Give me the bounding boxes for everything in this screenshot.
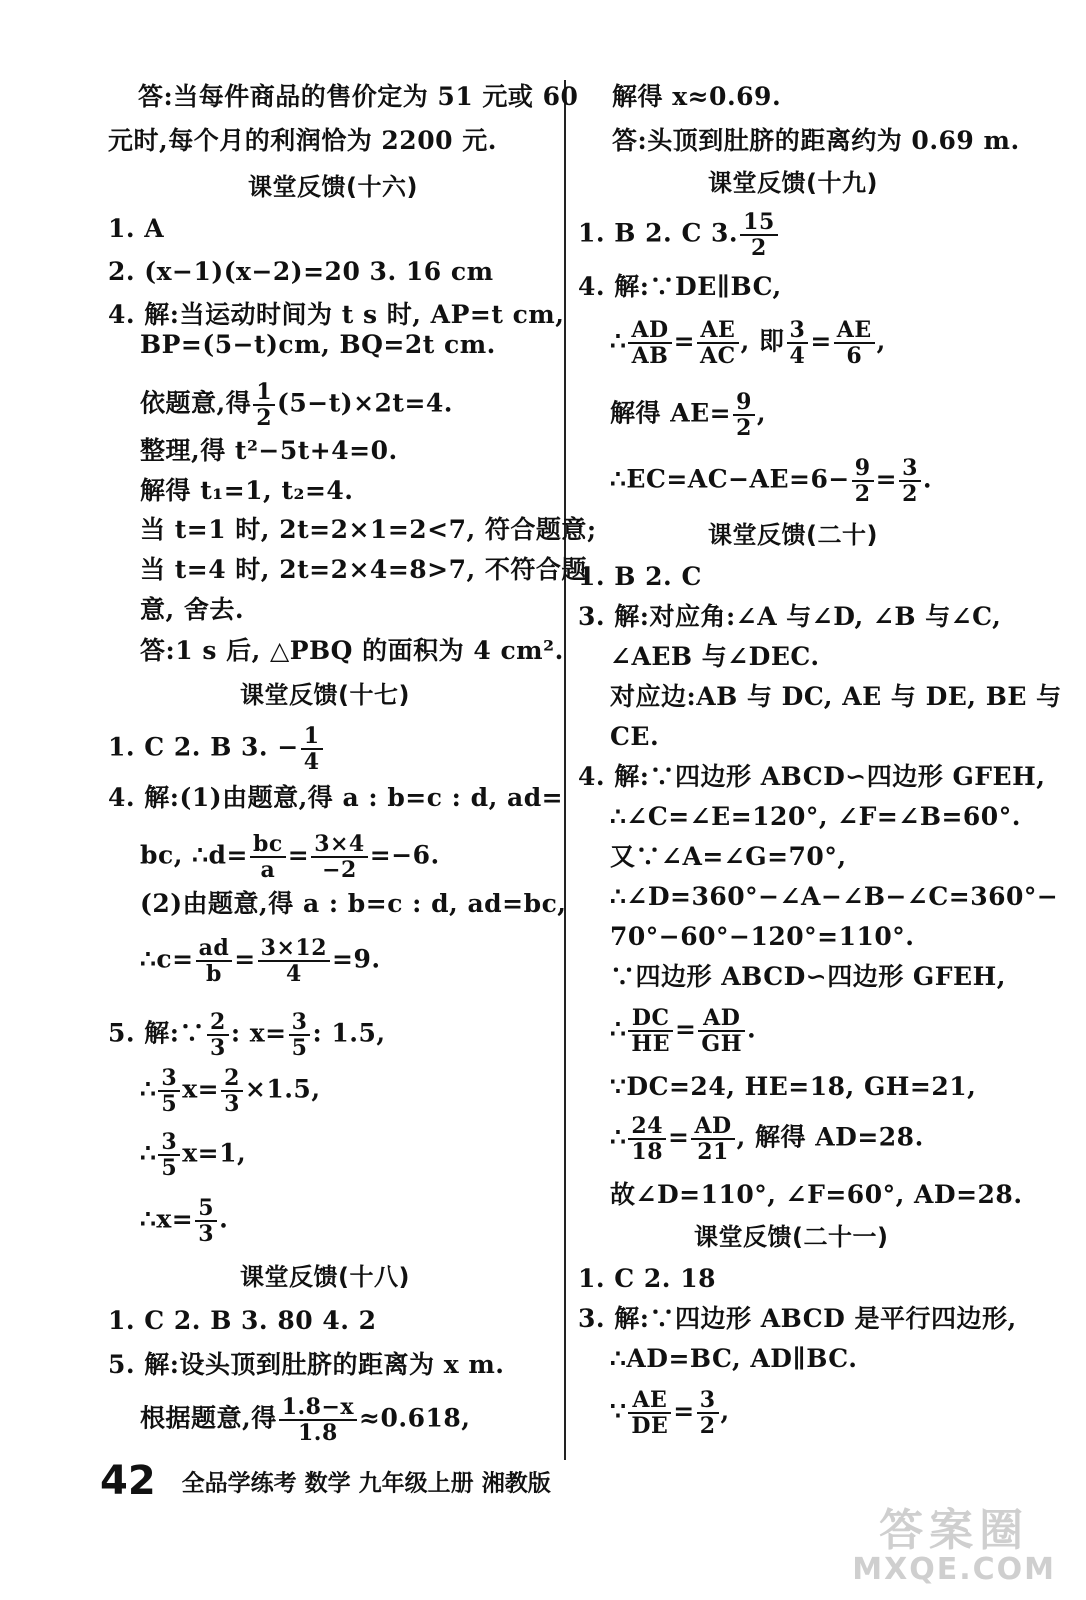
numerator: 24 [628, 1114, 666, 1140]
text-line: 整理,得 t²−5t+4=0. [140, 436, 398, 465]
fraction [221, 1066, 243, 1116]
numerator: 2 [207, 1010, 229, 1036]
section-heading: 课堂反馈(十七) [240, 681, 410, 709]
numerator: AD [698, 1006, 745, 1032]
numerator: 3 [899, 456, 921, 482]
denominator: 3 [210, 1035, 226, 1061]
text-run: , [756, 398, 767, 428]
fraction [733, 390, 755, 440]
text-run: 1. C 2. B 3. − [108, 732, 299, 762]
page-footer [100, 1458, 551, 1504]
fraction [250, 832, 286, 882]
numerator: 1.8−x [279, 1395, 357, 1421]
text-line: 1. C 2. B 3. 80 4. 2 [108, 1306, 377, 1335]
equation-line [610, 1114, 924, 1164]
numerator: 3×12 [258, 936, 330, 962]
text-run: = [287, 840, 310, 870]
text-line: 当 t=4 时, 2t=2×4=8>7, 不符合题 [140, 555, 587, 584]
text-line: 4. 解:(1)由题意,得 a : b=c : d, ad= [108, 783, 564, 812]
section-heading: 课堂反馈(十八) [240, 1263, 410, 1291]
denominator: GH [701, 1031, 742, 1057]
text-run: . [747, 1014, 757, 1044]
numerator: 15 [740, 210, 778, 236]
text-run: . [219, 1204, 229, 1234]
denominator: 2 [902, 481, 918, 507]
numerator: 3 [787, 318, 809, 344]
text-run: , 即 [740, 326, 785, 356]
fraction [207, 1010, 229, 1060]
denominator: 2 [854, 481, 871, 507]
fraction [697, 1388, 719, 1438]
fraction [253, 380, 275, 430]
text-line: 4. 解:∵DE∥BC, [578, 272, 782, 301]
numerator: 3 [697, 1388, 719, 1414]
text-line: ∵四边形 ABCD∽四边形 GFEH, [610, 962, 1006, 991]
text-line: 答:头顶到肚脐的距离约为 0.69 m. [612, 126, 1020, 155]
numerator: AE [834, 318, 875, 344]
denominator: 1.8 [297, 1420, 338, 1446]
text-line: 4. 解:∵四边形 ABCD∽四边形 GFEH, [578, 762, 1046, 791]
text-line: 1. B 2. C [578, 562, 702, 591]
numerator: ad [196, 936, 233, 962]
text-line: 5. 解:设头顶到肚脐的距离为 x m. [108, 1350, 505, 1379]
equation-line [108, 724, 325, 774]
text-run: = [674, 1014, 697, 1044]
denominator: 3 [224, 1091, 240, 1117]
text-run: = [875, 464, 898, 494]
fraction [628, 1006, 673, 1056]
fraction [195, 1196, 217, 1246]
denominator: 18 [631, 1139, 664, 1165]
text-line: CE. [610, 722, 660, 751]
text-line: ∴∠D=360°−∠A−∠B−∠C=360°− [610, 882, 1059, 911]
text-run: ∴ [610, 1122, 627, 1152]
denominator: 2 [736, 415, 752, 441]
equation-line [140, 1130, 246, 1180]
text-line: ∴∠C=∠E=120°, ∠F=∠B=60°. [610, 802, 1021, 831]
text-line: 对应边:AB 与 DC, AE 与 DE, BE 与 [610, 682, 1062, 711]
numerator: AE [628, 1388, 671, 1414]
text-run: ∴c= [140, 944, 194, 974]
fraction [289, 1010, 311, 1060]
numerator: 3 [289, 1010, 311, 1036]
fraction [279, 1395, 357, 1445]
text-run: 解得 AE= [610, 398, 732, 428]
text-line: 元时,每个月的利润恰为 2200 元. [108, 126, 497, 155]
watermark-text: 答案圈 [879, 1505, 1030, 1556]
text-run: = [810, 326, 832, 356]
fraction [158, 1066, 180, 1116]
equation-line [140, 1395, 470, 1445]
text-run: (5−t)×2t=4. [277, 388, 454, 418]
text-run: : 1.5, [312, 1018, 386, 1048]
numerator: 1 [301, 724, 323, 750]
text-run: =−6. [369, 840, 440, 870]
denominator: a [260, 857, 276, 883]
equation-line [140, 936, 381, 986]
numerator: 1 [253, 380, 275, 406]
text-line: 1. C 2. 18 [578, 1264, 716, 1293]
denominator: 6 [846, 343, 863, 369]
section-heading: 课堂反馈(十九) [708, 169, 878, 197]
text-line: 解得 t₁=1, t₂=4. [140, 476, 354, 505]
text-run: = [234, 944, 256, 974]
text-line: 当 t=1 时, 2t=2×1=2<7, 符合题意; [140, 515, 597, 544]
text-line: 70°−60°−120°=110°. [610, 922, 915, 951]
text-run: ∴ [610, 1014, 627, 1044]
equation-line [610, 456, 932, 506]
equation-line [610, 1388, 730, 1438]
text-line: 3. 解:∵四边形 ABCD 是平行四边形, [578, 1304, 1017, 1333]
text-run: , [720, 1396, 730, 1426]
text-line: ∵DC=24, HE=18, GH=21, [610, 1072, 977, 1101]
text-run: bc, ∴d= [140, 840, 248, 870]
column-divider [564, 80, 566, 1460]
equation-line [140, 380, 453, 430]
text-line: 1. A [108, 214, 165, 243]
text-line: 4. 解:当运动时间为 t s 时, AP=t cm, [108, 300, 565, 329]
numerator: 3 [158, 1066, 180, 1092]
text-run: ×1.5, [244, 1074, 321, 1104]
equation-line [140, 1066, 321, 1116]
denominator: AB [631, 343, 669, 369]
numerator: AD [691, 1114, 734, 1140]
denominator: 5 [291, 1035, 308, 1061]
text-run: 依题意,得 [140, 388, 252, 418]
fraction [628, 1114, 666, 1164]
fraction [899, 456, 921, 506]
fraction [852, 456, 874, 506]
section-heading: 课堂反馈(十六) [248, 173, 418, 201]
denominator: b [205, 961, 222, 987]
text-line: 又∵∠A=∠G=70°, [610, 842, 847, 871]
fraction [698, 1006, 745, 1056]
page-number: 42 [100, 1458, 156, 1504]
denominator: 5 [161, 1155, 178, 1181]
text-run: ∴ [140, 1138, 157, 1168]
book-title: 全品学练考 数学 九年级上册 湘教版 [181, 1470, 551, 1497]
numerator: 2 [221, 1066, 243, 1092]
denominator: DE [631, 1413, 669, 1439]
numerator: 3×4 [311, 832, 368, 858]
denominator: 2 [699, 1413, 716, 1439]
text-run: x= [182, 1074, 220, 1104]
text-run: =9. [332, 944, 381, 974]
numerator: 5 [195, 1196, 217, 1222]
denominator: 4 [285, 961, 302, 987]
denominator: HE [631, 1031, 670, 1057]
fraction [628, 318, 671, 368]
numerator: AD [628, 318, 671, 344]
fraction [196, 936, 233, 986]
text-run: ∴ [140, 1074, 157, 1104]
numerator: AE [697, 318, 739, 344]
text-run: ≈0.618, [359, 1403, 471, 1433]
text-run: , [876, 326, 886, 356]
fraction [311, 832, 368, 882]
denominator: 2 [256, 405, 273, 431]
fraction [787, 318, 809, 368]
section-heading: 课堂反馈(二十一) [694, 1223, 889, 1251]
text-run: 根据题意,得 [140, 1403, 277, 1433]
numerator: DC [628, 1006, 673, 1032]
equation-line [578, 210, 780, 260]
text-run: , 解得 AD=28. [736, 1122, 924, 1152]
denominator: 5 [161, 1091, 178, 1117]
denominator: 3 [198, 1221, 215, 1247]
denominator: AC [700, 343, 736, 369]
section-heading: 课堂反馈(二十) [708, 521, 878, 549]
fraction [740, 210, 778, 260]
text-run: ∴x= [140, 1204, 194, 1234]
fraction [697, 318, 739, 368]
text-line: ∠AEB 与∠DEC. [610, 642, 820, 671]
fraction [258, 936, 330, 986]
fraction [691, 1114, 734, 1164]
text-line: BP=(5−t)cm, BQ=2t cm. [140, 330, 496, 359]
denominator: −2 [322, 857, 357, 883]
fraction [301, 724, 323, 774]
watermark-url: MXQE.COM [852, 1552, 1056, 1588]
denominator: 2 [751, 235, 767, 261]
text-line: 答:1 s 后, △PBQ 的面积为 4 cm². [140, 636, 564, 665]
numerator: 3 [158, 1130, 180, 1156]
text-run: = [673, 1396, 695, 1426]
text-run: 1. B 2. C 3. [578, 218, 739, 248]
text-line: 2. (x−1)(x−2)=20 3. 16 cm [108, 257, 494, 286]
text-run: = [668, 1122, 690, 1152]
text-line: 解得 x≈0.69. [612, 82, 782, 111]
text-run: ∴EC=AC−AE=6− [610, 464, 850, 494]
denominator: 21 [697, 1139, 729, 1165]
equation-line [140, 1196, 228, 1246]
text-line: ∴AD=BC, AD∥BC. [610, 1344, 858, 1373]
text-run: ∵ [610, 1396, 627, 1426]
text-line: 意, 舍去. [140, 595, 245, 624]
text-run: . [922, 464, 933, 494]
numerator: 9 [733, 390, 755, 416]
fraction [158, 1130, 180, 1180]
text-run: 5. 解:∵ [108, 1018, 206, 1048]
text-run: = [673, 326, 696, 356]
text-run: ∴ [610, 326, 627, 356]
equation-line [610, 1006, 756, 1056]
watermark-logo [852, 1505, 1056, 1588]
equation-line [140, 832, 440, 882]
denominator: 4 [303, 749, 320, 775]
text-line: 故∠D=110°, ∠F=60°, AD=28. [610, 1180, 1023, 1209]
text-line: (2)由题意,得 a : b=c : d, ad=bc, [140, 889, 567, 918]
numerator: bc [250, 832, 286, 858]
text-run: : x= [230, 1018, 287, 1048]
denominator: 4 [789, 343, 806, 369]
fraction [628, 1388, 671, 1438]
equation-line [108, 1010, 386, 1060]
numerator: 9 [852, 456, 874, 482]
fraction [834, 318, 875, 368]
text-line: 3. 解:对应角:∠A 与∠D, ∠B 与∠C, [578, 602, 1002, 631]
text-run: x=1, [182, 1138, 247, 1168]
equation-line [610, 318, 886, 368]
text-line: 答:当每件商品的售价定为 51 元或 60 [138, 82, 579, 111]
equation-line [610, 390, 766, 440]
